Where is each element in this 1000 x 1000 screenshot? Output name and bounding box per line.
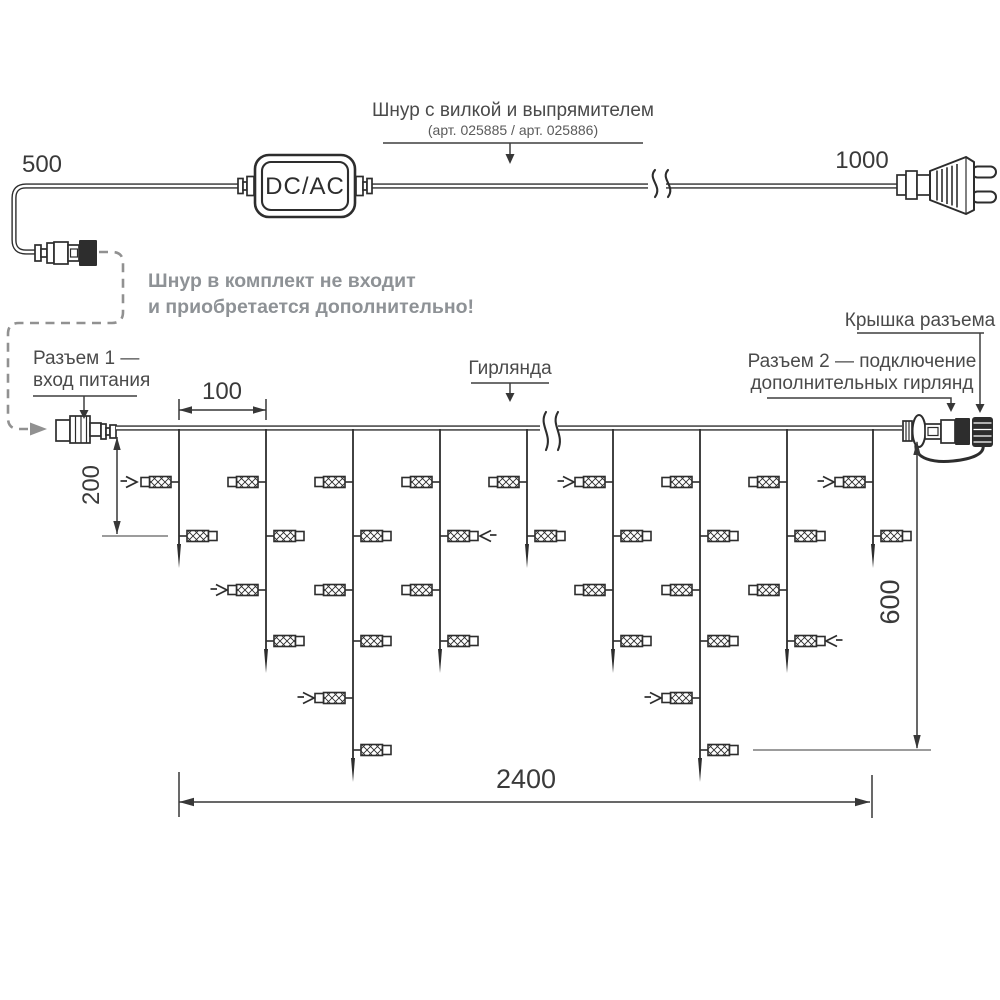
lamp-icon	[527, 531, 565, 542]
inline-connector	[35, 240, 97, 266]
garland-arrow	[506, 393, 515, 402]
lamp-icon	[353, 636, 391, 647]
lamp-icon	[700, 636, 738, 647]
lamp-icon	[700, 531, 738, 542]
lamp-icon	[402, 477, 440, 488]
flash-arrow-icon	[826, 636, 843, 647]
cord-left	[14, 186, 240, 252]
drop-tip	[785, 649, 789, 673]
lamp-icon	[613, 636, 651, 647]
cord-callout-title: Шнур с вилкой и выпрямителем	[372, 100, 654, 121]
drop-tip	[351, 758, 355, 782]
lamp-icon	[228, 585, 266, 596]
connector1-callout	[33, 348, 150, 419]
lamp-icon	[440, 636, 478, 647]
drop-tip	[871, 544, 875, 568]
connector2-label-line1: Разъем 2 — подключение	[747, 351, 977, 372]
lamp-icon	[266, 636, 304, 647]
lamp-icon	[141, 477, 179, 488]
garland-wire-break	[540, 412, 560, 450]
note-line2: и приобретается дополнительно!	[148, 296, 475, 318]
connector-1	[56, 416, 116, 443]
drop-tip	[698, 758, 702, 782]
lamp-icon	[700, 745, 738, 756]
cap-strap	[916, 444, 983, 461]
lamp-icon	[315, 585, 353, 596]
cord-callout-subtitle: (арт. 025885 / арт. 025886)	[427, 122, 599, 138]
lamp-icon	[662, 693, 700, 704]
cord-right	[372, 170, 897, 197]
cap-label: Крышка разъема	[844, 310, 996, 331]
garland-drops	[121, 429, 912, 782]
drop-tip	[525, 544, 529, 568]
lamp-icon	[575, 477, 613, 488]
drop-tip	[177, 544, 181, 568]
dim-500: 500	[21, 151, 63, 178]
lamp-icon	[787, 636, 825, 647]
dim-2400: 2400	[495, 764, 557, 794]
connector1-label-line2: вход питания	[33, 370, 151, 391]
flash-arrow-icon	[121, 477, 138, 488]
plug-prong-bottom	[972, 192, 996, 203]
connector2-arrow	[947, 403, 956, 412]
flash-arrow-icon	[818, 477, 835, 488]
flash-arrow-icon	[211, 585, 228, 596]
dim-100: 100	[201, 378, 243, 405]
lamp-icon	[835, 477, 873, 488]
connector-cap	[972, 417, 993, 447]
drop-tip	[611, 649, 615, 673]
lamp-icon	[179, 531, 217, 542]
lamp-icon	[353, 745, 391, 756]
lamp-icon	[613, 531, 651, 542]
lamp-icon	[315, 693, 353, 704]
lamp-icon	[575, 585, 613, 596]
drop-tip	[438, 649, 442, 673]
connector2-callout	[748, 351, 977, 412]
lamp-icon	[873, 531, 911, 542]
garland-label: Гирлянда	[468, 358, 552, 379]
cord-callout-arrow	[506, 154, 515, 164]
garland-section	[33, 310, 996, 818]
flash-arrow-icon	[298, 693, 315, 704]
lamp-icon	[266, 531, 304, 542]
lamp-icon	[228, 477, 266, 488]
dcac-converter	[238, 155, 372, 217]
connector1-label-line1: Разъем 1 —	[33, 348, 140, 369]
lamp-icon	[315, 477, 353, 488]
not-included-arrow	[30, 423, 47, 436]
drop-tip	[264, 649, 268, 673]
cap-arrow	[976, 404, 985, 413]
lamp-icon	[662, 477, 700, 488]
dcac-right-connector	[356, 177, 363, 196]
connector2-label-line2: дополнительных гирлянд	[750, 373, 974, 394]
lamp-icon	[787, 531, 825, 542]
dim-200: 200	[78, 464, 105, 506]
lamp-icon	[402, 585, 440, 596]
lamp-icon	[489, 477, 527, 488]
inline-connector-cap	[79, 240, 97, 266]
lamp-icon	[353, 531, 391, 542]
lamp-icon	[749, 585, 787, 596]
lamp-icon	[440, 531, 478, 542]
dim-600: 600	[875, 579, 905, 625]
not-included-path	[8, 252, 123, 436]
lamp-icon	[749, 477, 787, 488]
flash-arrow-icon	[480, 531, 497, 542]
connector-2-body	[955, 418, 970, 445]
note-line1: Шнур в комплект не входит	[148, 270, 416, 292]
dcac-label: DC/AC	[265, 173, 345, 200]
plug-prong-top	[972, 167, 996, 178]
cord-callout	[372, 100, 654, 164]
dim-1000: 1000	[835, 147, 889, 174]
lamp-icon	[662, 585, 700, 596]
power-plug	[897, 157, 996, 214]
dimension-2400	[179, 764, 872, 818]
flash-arrow-icon	[645, 693, 662, 704]
garland-callout	[468, 358, 552, 402]
dimension-100	[179, 378, 266, 420]
plug-strain-relief	[897, 175, 906, 195]
flash-arrow-icon	[558, 477, 575, 488]
